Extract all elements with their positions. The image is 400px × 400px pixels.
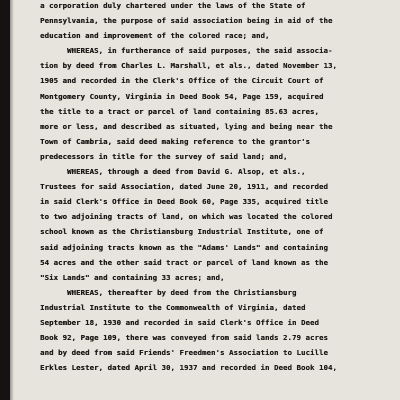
document-line: September 18, 1930 and recorded in said Clerk's Office in Deed <box>40 317 319 327</box>
document-line: Industrial Institute to the Commonwealth of Virginia, dated <box>40 302 306 312</box>
document-line: to two adjoining tracts of land, on which was located the colored <box>40 212 333 222</box>
document-line: a corporation duly chartered under the laws of the State of <box>40 1 306 10</box>
document-line: more or less, and described as situated, lying and being near the <box>40 121 333 131</box>
document-line: and by deed from said Friends' Freedmen's Association to Lucille <box>40 348 328 358</box>
document-page <box>10 0 400 400</box>
document-line: Erkles Lester, dated April 30, 1937 and recorded in Deed Book 104, <box>40 363 337 373</box>
document-line: tion by deed from Charles L. Marshall, et als., dated November 13, <box>40 61 337 71</box>
document-line: Book 92, Page 109, there was conveyed from said lands 2.79 acres <box>40 333 328 343</box>
document-line: 1905 and recorded in the Clerk's Office of the Circuit Court of <box>40 76 324 86</box>
document-line: WHEREAS, in furtherance of said purposes, the said associa- <box>40 46 333 56</box>
document-line: Town of Cambria, said deed making reference to the grantor's <box>40 136 310 146</box>
document-line: said adjoining tracts known as the "Adams' Lands" and containing <box>40 242 328 252</box>
document-line: education and improvement of the colored race; and, <box>40 31 270 41</box>
document-line: predecessors in title for the survey of said land; and, <box>40 151 288 161</box>
document-line: school known as the Christiansburg Industrial Institute, one of <box>40 227 324 237</box>
document-line: "Six Lands" and containing 33 acres; and, <box>40 272 225 282</box>
document-body <box>40 0 400 375</box>
document-line: WHEREAS, through a deed from David G. Alsop, et als., <box>40 167 306 177</box>
document-line: Trustees for said Association, dated June 20, 1911, and recorded <box>40 182 328 192</box>
document-line: 54 acres and the other said tract or parcel of land known as the <box>40 257 328 267</box>
document-line: Montgomery County, Virginia in Deed Book 54, Page 159, acquired <box>40 91 324 101</box>
document-line: the title to a tract or parcel of land containing 85.63 acres, <box>40 106 319 116</box>
document-line: Pennsylvania, the purpose of said association being in aid of the <box>40 16 333 26</box>
document-line: in said Clerk's Office in Deed Book 60, Page 335, acquired title <box>40 197 328 207</box>
document-line: WHEREAS, thereafter by deed from the Christiansburg <box>40 287 297 297</box>
